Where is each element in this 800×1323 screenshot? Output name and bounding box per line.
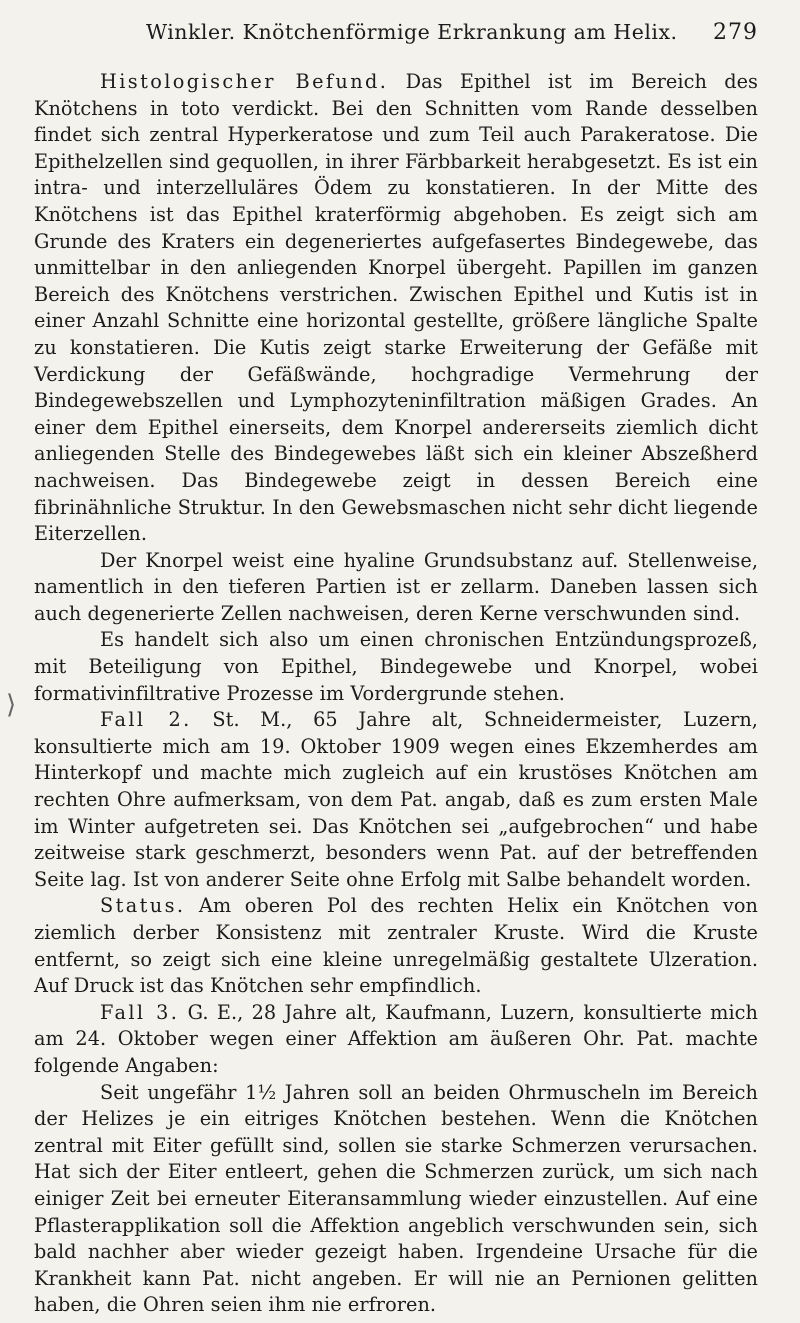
paragraph-lead: Histologischer Befund.	[100, 70, 389, 93]
paragraph-text: Das Epithel ist im Bereich des Knötchens in toto verdickt. Bei den Schnitten vom Rande desselben findet sich zentral Hyperkeratose und zum Teil auch Parakeratose. Die Epithelzellen sind gequollen, in ihrer Färbbarkeit herabgesetzt. Es ist ein intra- und interzelluläres Ödem zu konstatieren. In der Mitte des Knötchens ist das Epithel kraterförmig abgehoben. Es zeigt sich am Grunde des Kraters ein degeneriertes aufgefasertes Bindegewebe, das unmittelbar in den anliegenden Knorpel übergeht. Papillen im ganzen Bereich des Knötchens verstrichen. Zwischen Epithel und Kutis ist in einer Anzahl Schnitte eine horizontal gestellte, größere längliche Spalte zu konstatieren. Die Kutis zeigt starke Erweiterung der Gefäße mit Verdickung der Gefäßwände, hochgradige Vermehrung der Bindegewebszellen und Lymphozyteninfiltration mäßigen Grades. An einer dem Epithel einerseits, dem Knorpel andererseits ziemlich dicht anliegenden Stelle des Bindegewebes läßt sich ein kleiner Abszeßherd nachweisen. Das Bindegewebe zeigt in dessen Bereich eine fibrinähnliche Struktur. In den Gewebsmaschen nicht sehr dicht liegende Eiterzellen.	[34, 70, 758, 546]
margin-bracket-mark: ⟩	[6, 690, 17, 720]
paragraph-status	[34, 893, 758, 999]
paragraph-text: St. M., 65 Jahre alt, Schneidermeister, Luzern, konsultierte mich am 19. Oktober 1909 wegen eines Ekzemherdes am Hinterkopf und machte mich zugleich auf ein krustöses Knötchen am rechten Ohre aufmerksam, von dem Pat. angab, daß es zum ersten Male im Winter aufgetreten sei. Das Knötchen sei „aufgebrochen“ und habe zeitweise stark geschmerzt, besonders wenn Pat. auf der betreffenden Seite lag. Ist von anderer Seite ohne Erfolg mit Salbe behandelt worden.	[34, 708, 758, 891]
paragraph-text: Am oberen Pol des rechten Helix ein Knötchen von ziemlich derber Konsistenz mit zentraler Kruste. Wird die Kruste entfernt, so zeigt sich eine kleine unregelmäßig gestaltete Ulzeration. Auf Druck ist das Knötchen sehr empfindlich.	[34, 894, 758, 998]
paragraph-text: Der Knorpel weist eine hyaline Grundsubstanz auf. Stellenweise, namentlich in den tieferen Partien ist er zellarm. Daneben lassen sich auch degenerierte Zellen nachweisen, deren Kerne verschwunden sind.	[34, 548, 758, 625]
paragraph-text: Seit ungefähr 1½ Jahren soll an beiden Ohrmuscheln im Bereich der Helizes je ein eitriges Knötchen bestehen. Wenn die Knötchen zentral mit Eiter gefüllt sind, sollen sie starke Schmerzen verursachen. Hat sich der Eiter entleert, gehen die Schmerzen zurück, um sich nach einiger Zeit bei erneuter Eiteransammlung wieder einzustellen. Auf eine Pflasterapplikation soll die Affektion angeblich verschwunden sein, sich bald nachher aber wieder gezeigt haben. Irgendeine Ursache für die Krankheit kann Pat. nicht angeben. Er will nie an Pernionen gelitten haben, die Ohren seien ihm nie erfroren.	[34, 1080, 758, 1317]
paragraph-lead: Fall 3.	[100, 1000, 180, 1024]
paragraph-lead: Fall 2.	[100, 708, 192, 732]
running-title: Winkler. Knötchenförmige Erkrankung am Helix.	[146, 20, 678, 44]
page-number: 279	[713, 20, 758, 45]
paragraph-fall-2	[34, 707, 758, 893]
paragraph-lead: Status.	[100, 894, 186, 918]
paragraph-histologischer-befund	[34, 69, 758, 548]
paragraph-text: G. E., 28 Jahre alt, Kaufmann, Luzern, konsultierte mich am 24. Oktober wegen einer Affektion am äußeren Ohr. Pat. machte folgende Angaben:	[34, 1000, 758, 1077]
paragraph-fall-3	[34, 1000, 758, 1080]
paragraph-anamnese	[34, 1080, 758, 1319]
running-header	[146, 20, 758, 45]
paragraph-text: Es handelt sich also um einen chronischen Entzündungsprozeß, mit Beteiligung von Epithel, Bindegewebe und Knorpel, wobei formativinfiltrative Prozesse im Vordergrunde stehen.	[34, 628, 758, 705]
paragraph-entzuendungsprozess	[34, 627, 758, 707]
paragraph-knorpel	[34, 548, 758, 628]
